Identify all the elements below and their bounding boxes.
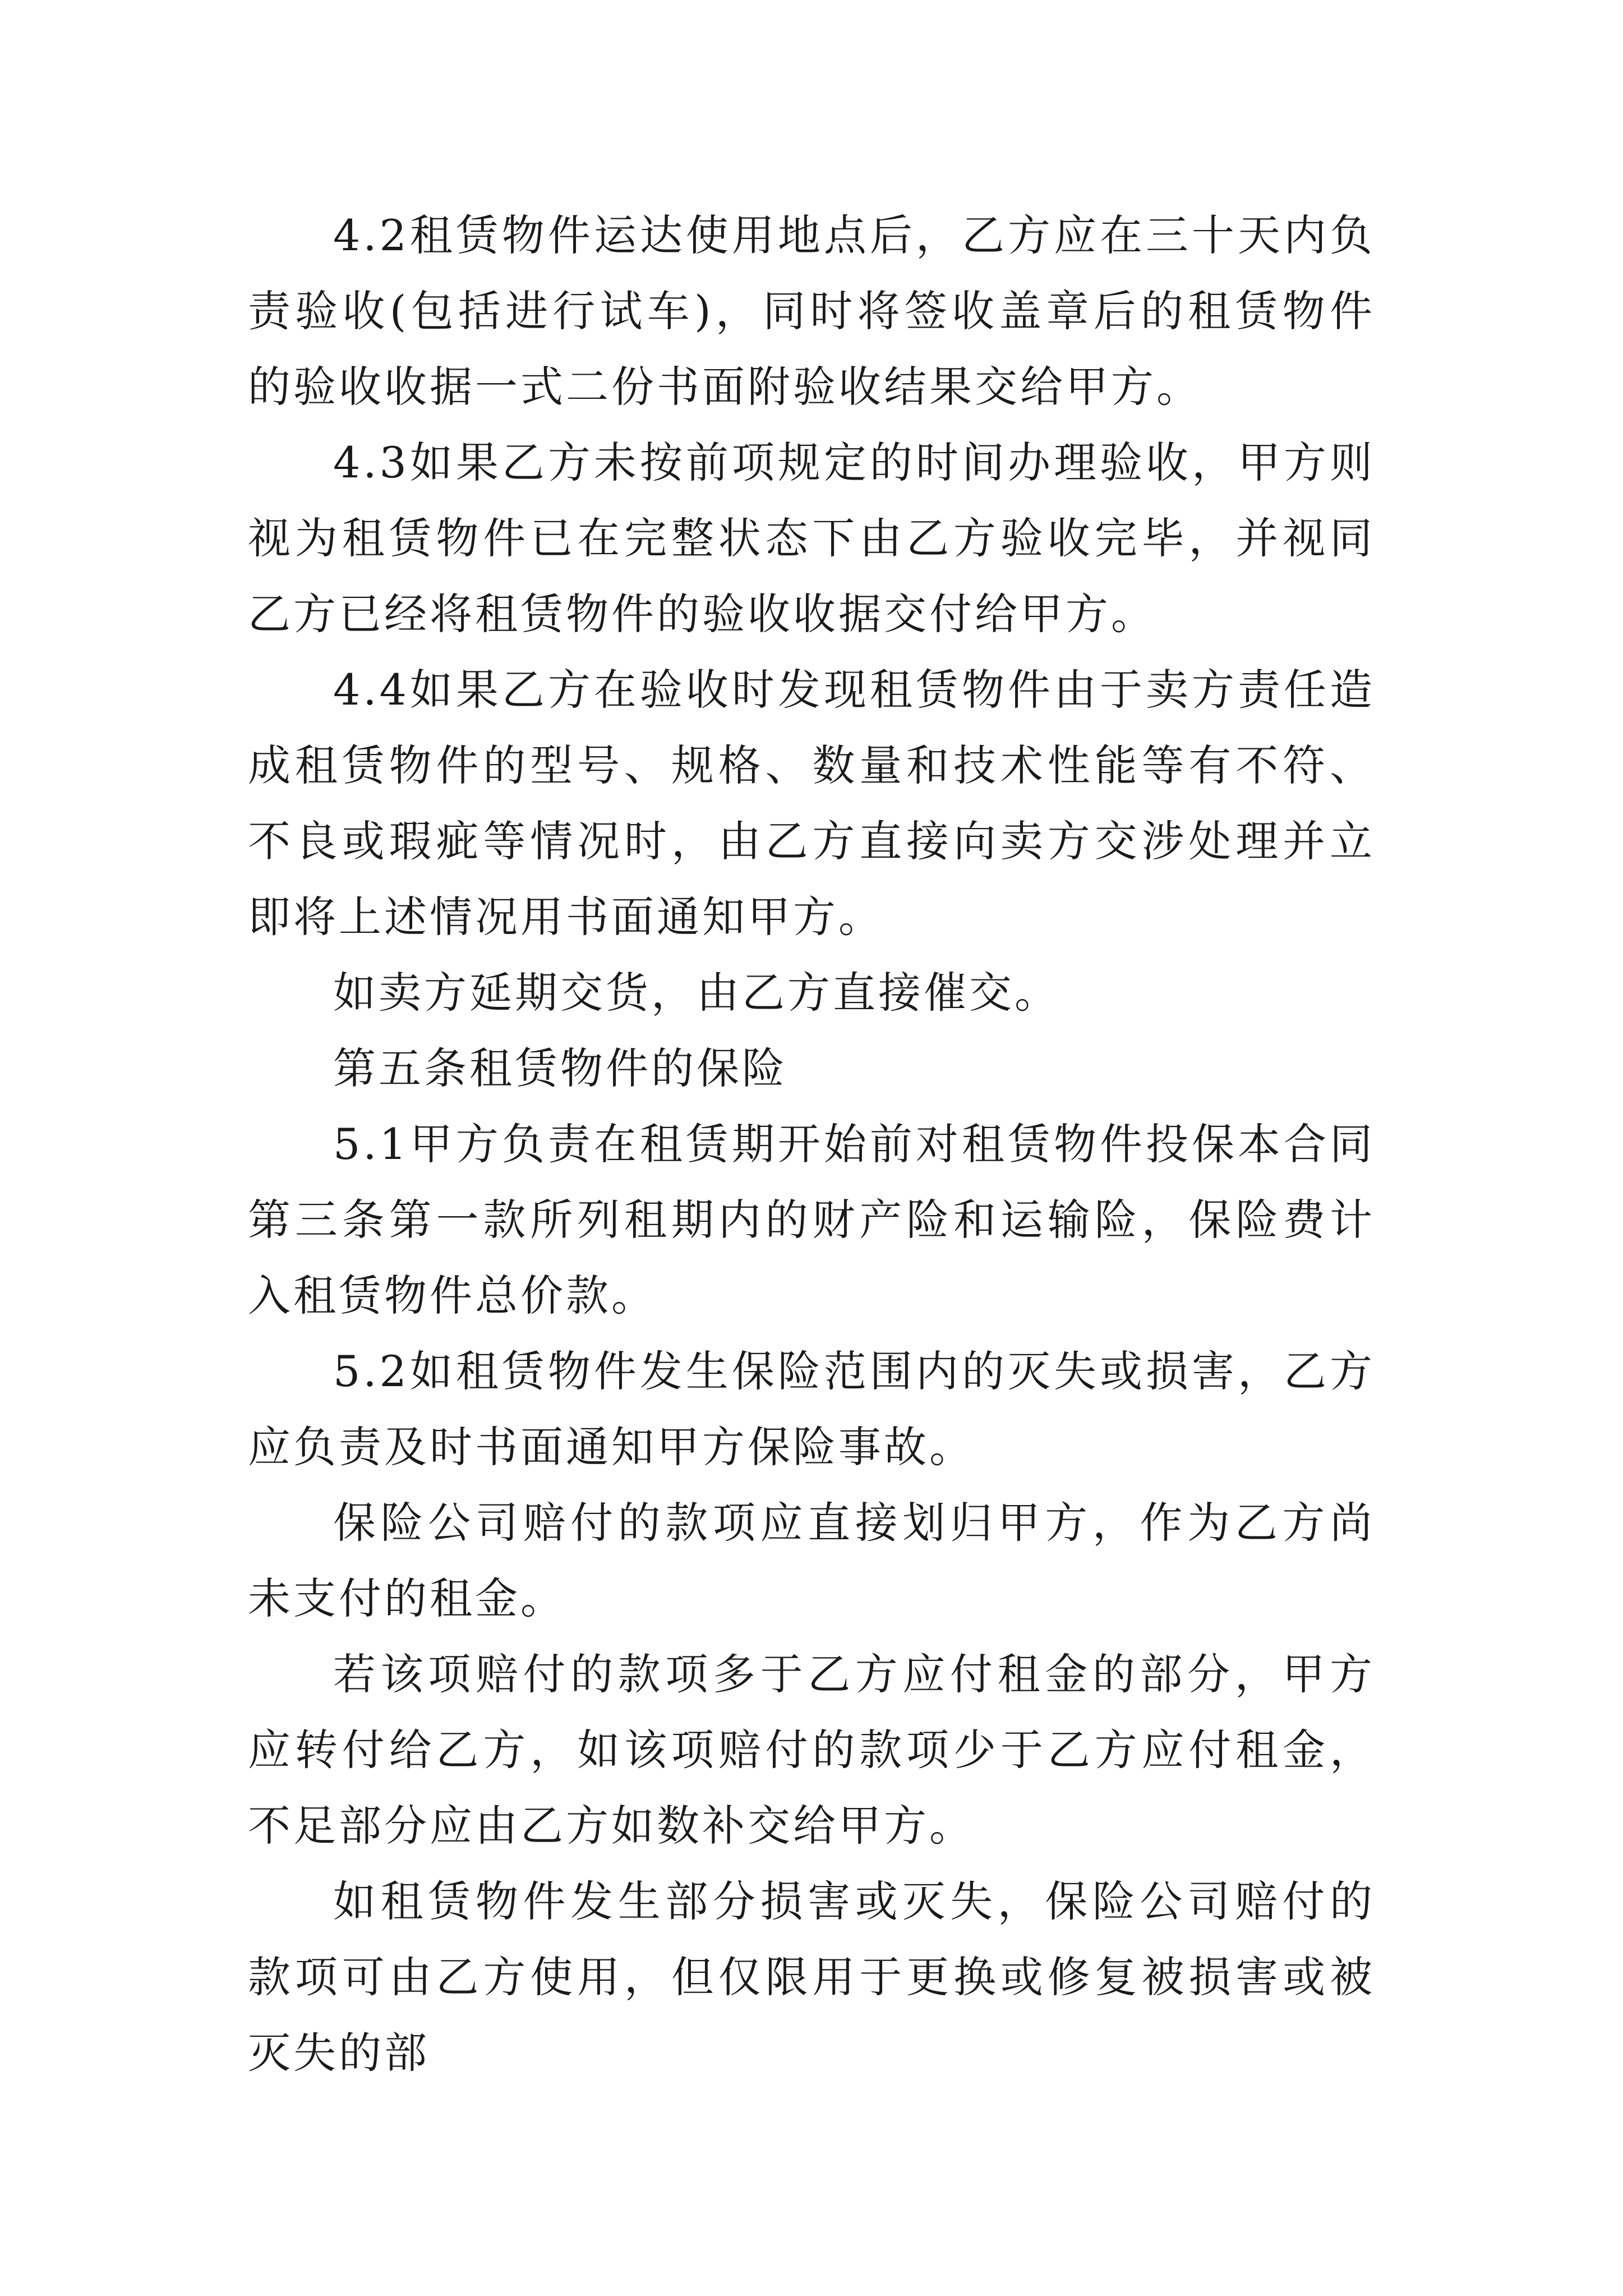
paragraph-4-2: 4.2租赁物件运达使用地点后，乙方应在三十天内负责验收(包括进行试车)，同时将签收盖章后的租赁物件的验收收据一式二份书面附验收结果交给甲方。: [248, 210, 1375, 412]
paragraph-insurance-payment: 保险公司赔付的款项应直接划归甲方，作为乙方尚未支付的租金。: [248, 1498, 1375, 1623]
paragraph-4-4: 4.4如果乙方在验收时发现租赁物件由于卖方责任造成租赁物件的型号、规格、数量和技术性能等有不符、不良或瑕疵等情况时，由乙方直接向卖方交涉处理并立即将上述情况用书面通知甲方。: [248, 665, 1375, 942]
document-body: [248, 197, 1375, 2091]
paragraph-5-2: 5.2如租赁物件发生保险范围内的灭失或损害，乙方应负责及时书面通知甲方保险事故。: [248, 1346, 1375, 1472]
paragraph-partial-damage: 如租赁物件发生部分损害或灭失，保险公司赔付的款项可由乙方使用，但仅限用于更换或修复被损害或被灭失的部: [248, 1876, 1375, 2078]
paragraph-5-1: 5.1甲方负责在租赁期开始前对租赁物件投保本合同第三条第一款所列租期内的财产险和运输险，保险费计入租赁物件总价款。: [248, 1119, 1375, 1320]
paragraph-4-3: 4.3如果乙方未按前项规定的时间办理验收，甲方则视为租赁物件已在完整状态下由乙方验收完毕，并视同乙方已经将租赁物件的验收收据交付给甲方。: [248, 438, 1375, 639]
section-heading-article-5: 第五条租赁物件的保险: [333, 1043, 787, 1093]
paragraph-delay-delivery: 如卖方延期交货，由乙方直接催交。: [333, 968, 1060, 1018]
paragraph-excess-payment: 若该项赔付的款项多于乙方应付租金的部分，甲方应转付给乙方，如该项赔付的款项少于乙方应付租金，不足部分应由乙方如数补交给甲方。: [248, 1649, 1375, 1851]
